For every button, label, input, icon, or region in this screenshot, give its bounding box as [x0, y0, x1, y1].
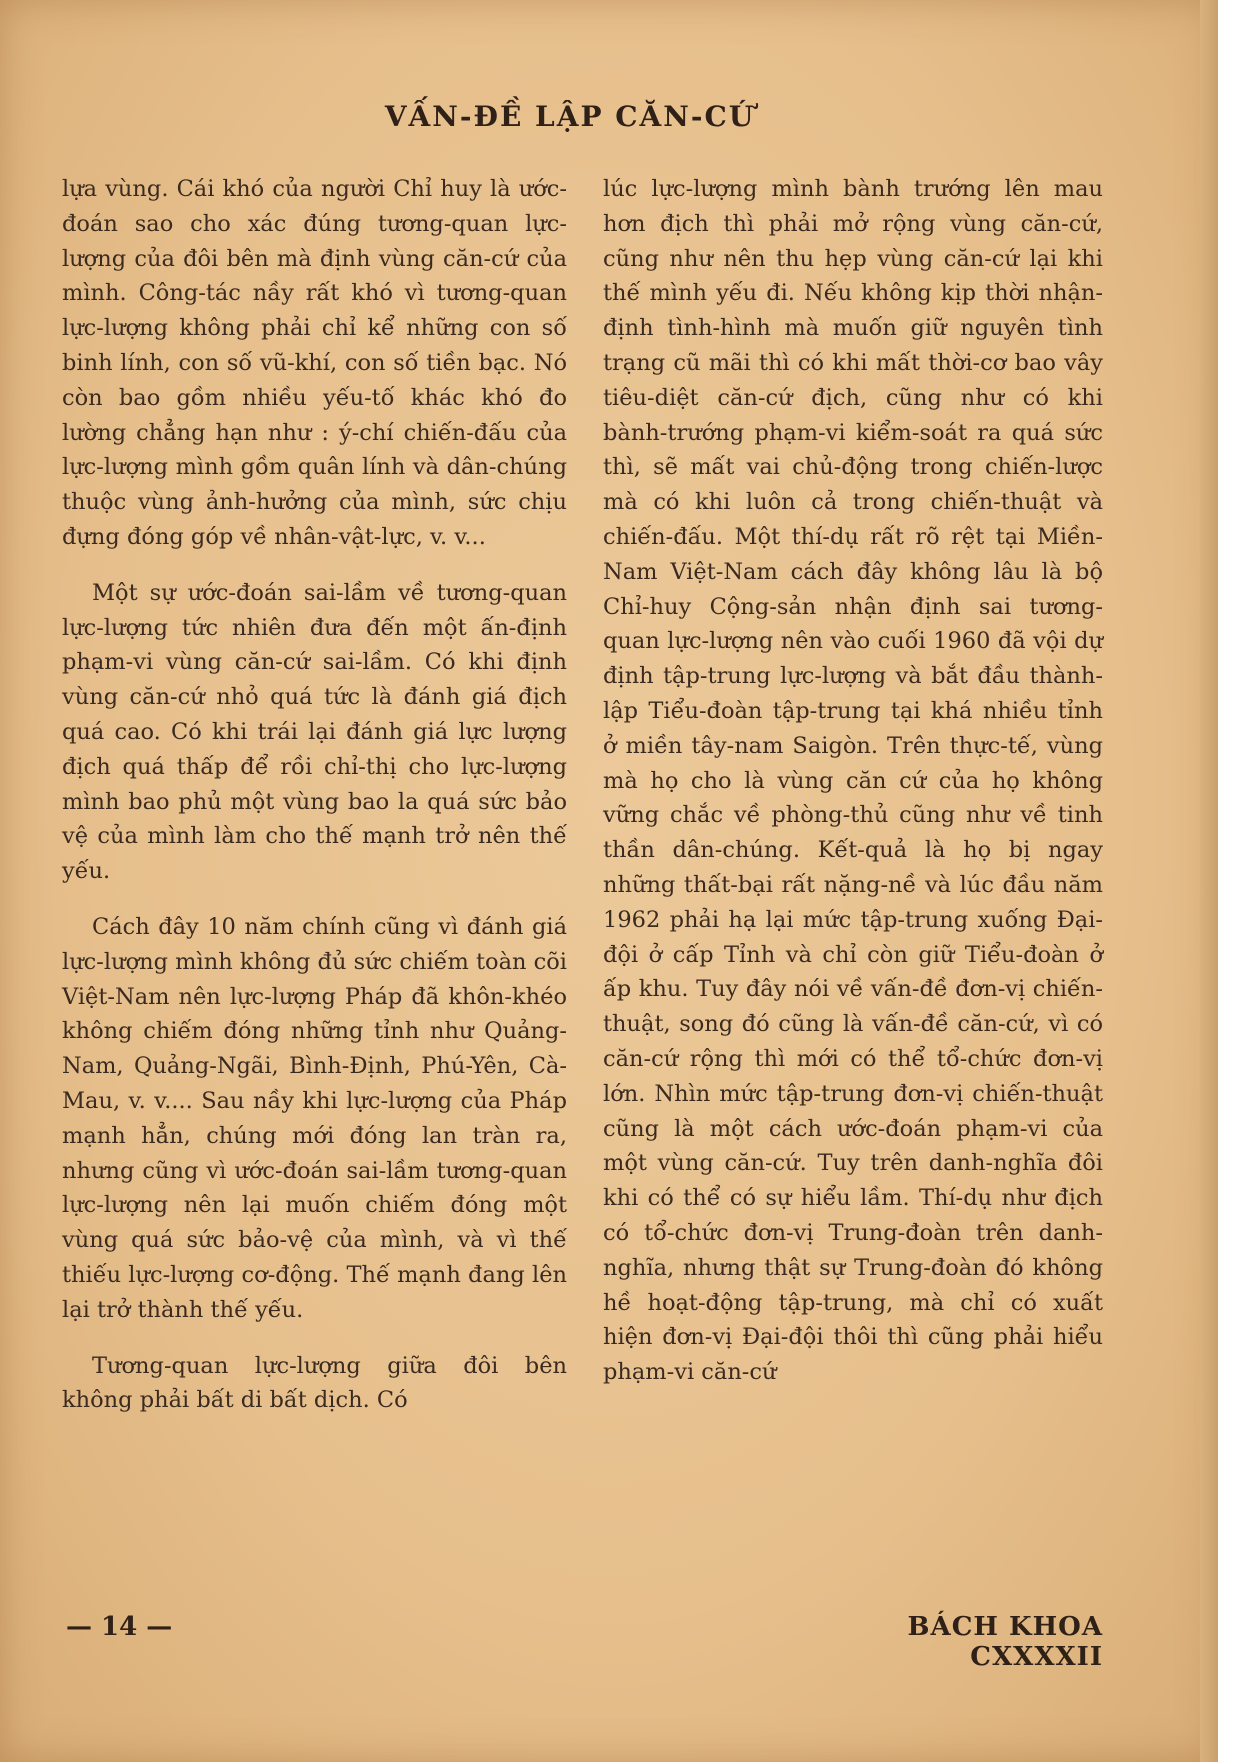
left-column	[62, 172, 567, 1439]
page-number: — 14 —	[66, 1612, 173, 1642]
left-paragraph-1: lựa vùng. Cái khó của người Chỉ huy là ước-đoán sao cho xác đúng tương-quan lực-lượng của đôi bên mà định vùng căn-cứ của mình. Công-tác nầy rất khó vì tương-quan lực-lượng không phải chỉ kể những con số binh lính, con số vũ-khí, con số tiền bạc. Nó còn bao gồm nhiều yếu-tố khác khó đo lường chẳng hạn như : ý-chí chiến-đấu của lực-lượng mình gồm quân lính và dân-chúng thuộc vùng ảnh-hưởng của mình, sức chịu đựng đóng góp về nhân-vật-lực, v. v...	[62, 176, 567, 550]
right-paragraph-1: lúc lực-lượng mình bành trướng lên mau hơn địch thì phải mở rộng vùng căn-cứ, cũng như nên thu hẹp vùng căn-cứ lại khi thế mình yếu đi. Nếu không kịp thời nhận-định tình-hình mà muốn giữ nguyên tình trạng cũ mãi thì có khi mất thời-cơ bao vây tiêu-diệt căn-cứ địch, cũng như có khi bành-trướng phạm-vi kiểm-soát ra quá sức thì, sẽ mất vai chủ-động trong chiến-lược mà có khi luôn cả trong chiến-thuật và chiến-đấu. Một thí-dụ rất rõ rệt tại Miền-Nam Việt-Nam cách đây không lâu là bộ Chỉ-huy Cộng-sản nhận định sai tương-quan lực-lượng nên vào cuối 1960 đã vội dự định tập-trung lực-lượng và bắt đầu thành-lập Tiểu-đoàn tập-trung tại khá nhiều tỉnh ở miền tây-nam Saigòn. Trên thực-tế, vùng mà họ cho là vùng căn cứ của họ không vững chắc về phòng-thủ cũng như về tinh thần dân-chúng. Kết-quả là họ bị ngay những thất-bại rất nặng-nề và lúc đầu năm 1962 phải hạ lại mức tập-trung xuống Đại-đội ở cấp Tỉnh và chỉ còn giữ Tiểu-đoàn ở ấp khu. Tuy đây nói về vấn-đề đơn-vị chiến-thuật, song đó cũng là vấn-đề căn-cứ, vì có căn-cứ rộng thì mới có thể tổ-chức đơn-vị lớn. Nhìn mức tập-trung đơn-vị chiến-thuật cũng là một cách ước-đoán phạm-vi của một vùng căn-cứ. Tuy trên danh-nghĩa đôi khi có thể có sự hiểu lầm. Thí-dụ như địch có tổ-chức đơn-vị Trung-đoàn trên danh-nghĩa, nhưng thật sự Trung-đoàn đó không hề hoạt-động tập-trung, mà chỉ có xuất hiện đơn-vị Đại-đội thôi thì cũng phải hiểu phạm-vi căn-cứ	[603, 176, 1103, 1386]
journal-footer: BÁCH KHOA CXXXXII	[907, 1612, 1103, 1672]
right-column	[603, 172, 1103, 1411]
left-paragraph-3: Cách đây 10 năm chính cũng vì đánh giá lực-lượng mình không đủ sức chiếm toàn cõi Việt-Nam nên lực-lượng Pháp đã khôn-khéo không chiếm đóng những tỉnh như Quảng-Nam, Quảng-Ngãi, Bình-Định, Phú-Yên, Cà-Mau, v. v.... Sau nầy khi lực-lượng của Pháp mạnh hẳn, chúng mới đóng lan tràn ra, nhưng cũng vì ước-đoán sai-lầm tương-quan lực-lượng nên lại muốn chiếm đóng một vùng quá sức bảo-vệ của mình, và vì thế thiếu lực-lượng cơ-động. Thế mạnh đang lên lại trở thành thế yếu.	[62, 913, 567, 1323]
left-paragraph-4: Tương-quan lực-lượng giữa đôi bên không phải bất di bất dịch. Có	[62, 1352, 567, 1414]
paper-edge	[1200, 0, 1218, 1762]
left-paragraph-2: Một sự ước-đoán sai-lầm về tương-quan lực-lượng tức nhiên đưa đến một ấn-định phạm-vi vùng căn-cứ sai-lầm. Có khi định vùng căn-cứ nhỏ quá tức là đánh giá địch quá cao. Có khi trái lại đánh giá lực lượng địch quá thấp để rồi chỉ-thị cho lực-lượng mình bao phủ một vùng bao la quá sức bảo vệ của mình làm cho thế mạnh trở nên thế yếu.	[62, 579, 567, 885]
running-head: VẤN-ĐỀ LẬP CĂN-CỨ	[384, 100, 756, 133]
